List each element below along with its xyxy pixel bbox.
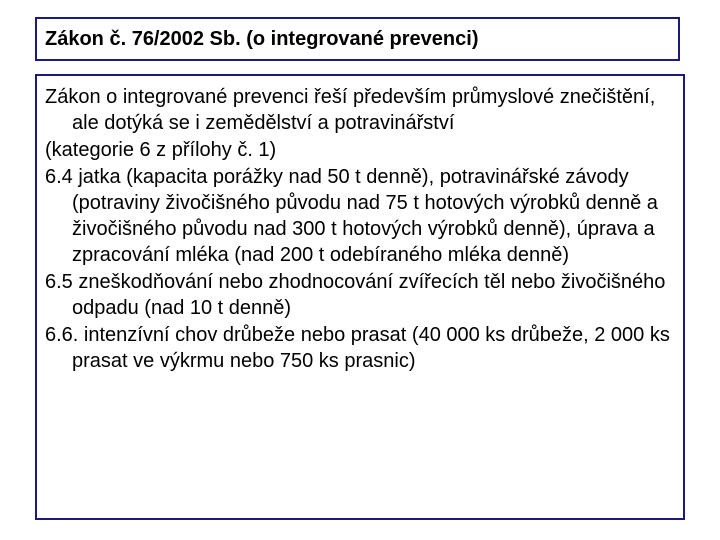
- paragraph-category: (kategorie 6 z přílohy č. 1): [45, 139, 277, 161]
- paragraph-6-4: 6.4 jatka (kapacita porážky nad 50 t denně), potravinářské závody (potraviny živočišného původu nad 75 t hotových výrobků denně a živočišného původu nad 300 t hotových výrobků denně), úprava a zpracování mléka (nad 200 t odebíraného mléka denně): [45, 166, 658, 266]
- paragraph-6-6: 6.6. intenzívní chov drůbeže nebo prasat (40 000 ks drůbeže, 2 000 ks prasat ve výkrmu nebo 750 ks prasnic): [45, 324, 670, 372]
- content-box: [35, 74, 685, 520]
- paragraph-6-5: 6.5 zneškodňování nebo zhodnocování zvířecích těl nebo živočišného odpadu (nad 10 t denně): [45, 271, 666, 319]
- paragraph-intro: Zákon o integrované prevenci řeší především průmyslové znečištění, ale dotýká se i zemědělství a potravinářství: [45, 86, 656, 134]
- title-box: [35, 17, 680, 61]
- slide-title: Zákon č. 76/2002 Sb. (o integrované prevenci): [45, 28, 479, 50]
